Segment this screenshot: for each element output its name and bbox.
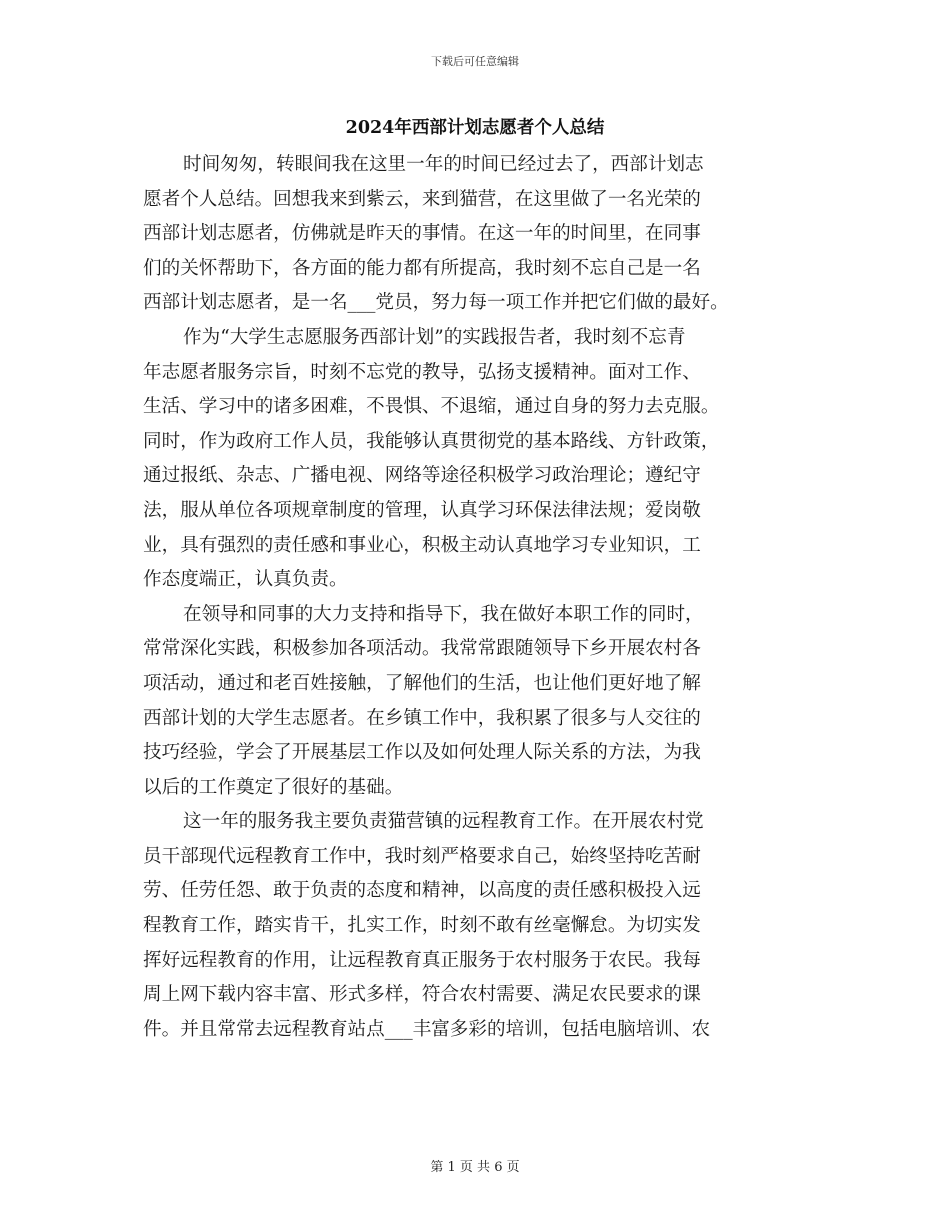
text-line: 们的关怀帮助下，各方面的能力都有所提高，我时刻不忘自己是一名 xyxy=(143,257,701,279)
text-line: 常常深化实践，积极参加各项活动。我常常跟随领导下乡开展农村各 xyxy=(143,638,701,660)
text-line: 技巧经验，学会了开展基层工作以及如何处理人际关系的方法，为我 xyxy=(143,742,701,764)
text-line: 周上网下载内容丰富、形式多样，符合农村需要、满足农民要求的课 xyxy=(143,984,701,1006)
text-line: 法，服从单位各项规章制度的管理，认真学习环保法律法规；爱岗敬 xyxy=(143,499,701,521)
text-line: 程教育工作，踏实肯干，扎实工作，时刻不敢有丝毫懈怠。为切实发 xyxy=(143,915,701,937)
text-line: 业，具有强烈的责任感和事业心，积极主动认真地学习专业知识，工 xyxy=(143,534,701,556)
text-line: 西部计划志愿者，仿佛就是昨天的事情。在这一年的时间里，在同事 xyxy=(143,223,701,245)
text-line: 项活动，通过和老百姓接触，了解他们的生活，也让他们更好地了解 xyxy=(143,672,701,694)
text-line: 挥好远程教育的作用，让远程教育真正服务于农村服务于农民。我每 xyxy=(143,949,701,971)
text-line: 同时，作为政府工作人员，我能够认真贯彻党的基本路线、方针政策， xyxy=(143,430,720,452)
text-line: 生活、学习中的诸多困难，不畏惧、不退缩，通过自身的努力去克服。 xyxy=(143,396,720,418)
paragraph-first-line: 在领导和同事的大力支持和指导下，我在做好本职工作的同时， xyxy=(183,603,704,625)
text-line: 件。并且常常去远程教育站点___丰富多彩的培训，包括电脑培训、农 xyxy=(143,1018,711,1040)
text-line: 愿者个人总结。回想我来到紫云，来到猫营，在这里做了一名光荣的 xyxy=(143,188,701,210)
header-note: 下载后可任意编辑 xyxy=(431,55,519,68)
paragraph-first-line: 作为“大学生志愿服务西部计划”的实践报告者，我时刻不忘青 xyxy=(183,326,686,348)
text-line: 员干部现代远程教育工作中，我时刻严格要求自己，始终坚持吃苦耐 xyxy=(143,845,701,867)
text-line: 通过报纸、杂志、广播电视、网络等途径积极学习政治理论；遵纪守 xyxy=(143,465,701,487)
text-line: 以后的工作奠定了很好的基础。 xyxy=(143,776,404,798)
text-line: 西部计划的大学生志愿者。在乡镇工作中，我积累了很多与人交往的 xyxy=(143,707,701,729)
text-line: 西部计划志愿者，是一名___党员，努力每一项工作并把它们做的最好。 xyxy=(143,292,729,314)
document-body xyxy=(143,148,823,1047)
text-line: 劳、任劳任怨、敢于负责的态度和精神，以高度的责任感积极投入远 xyxy=(143,880,701,902)
page-footer: 第 1 页 共 6 页 xyxy=(430,1160,520,1175)
text-line: 作态度端正，认真负责。 xyxy=(143,569,348,591)
document-title: 2024年西部计划志愿者个人总结 xyxy=(345,118,605,138)
paragraph-first-line: 时间匆匆，转眼间我在这里一年的时间已经过去了，西部计划志 xyxy=(183,154,704,175)
paragraph-first-line: 这一年的服务我主要负责猫营镇的远程教育工作。在开展农村党 xyxy=(183,811,704,833)
text-line: 年志愿者服务宗旨，时刻不忘党的教导，弘扬支援精神。面对工作、 xyxy=(143,361,701,383)
